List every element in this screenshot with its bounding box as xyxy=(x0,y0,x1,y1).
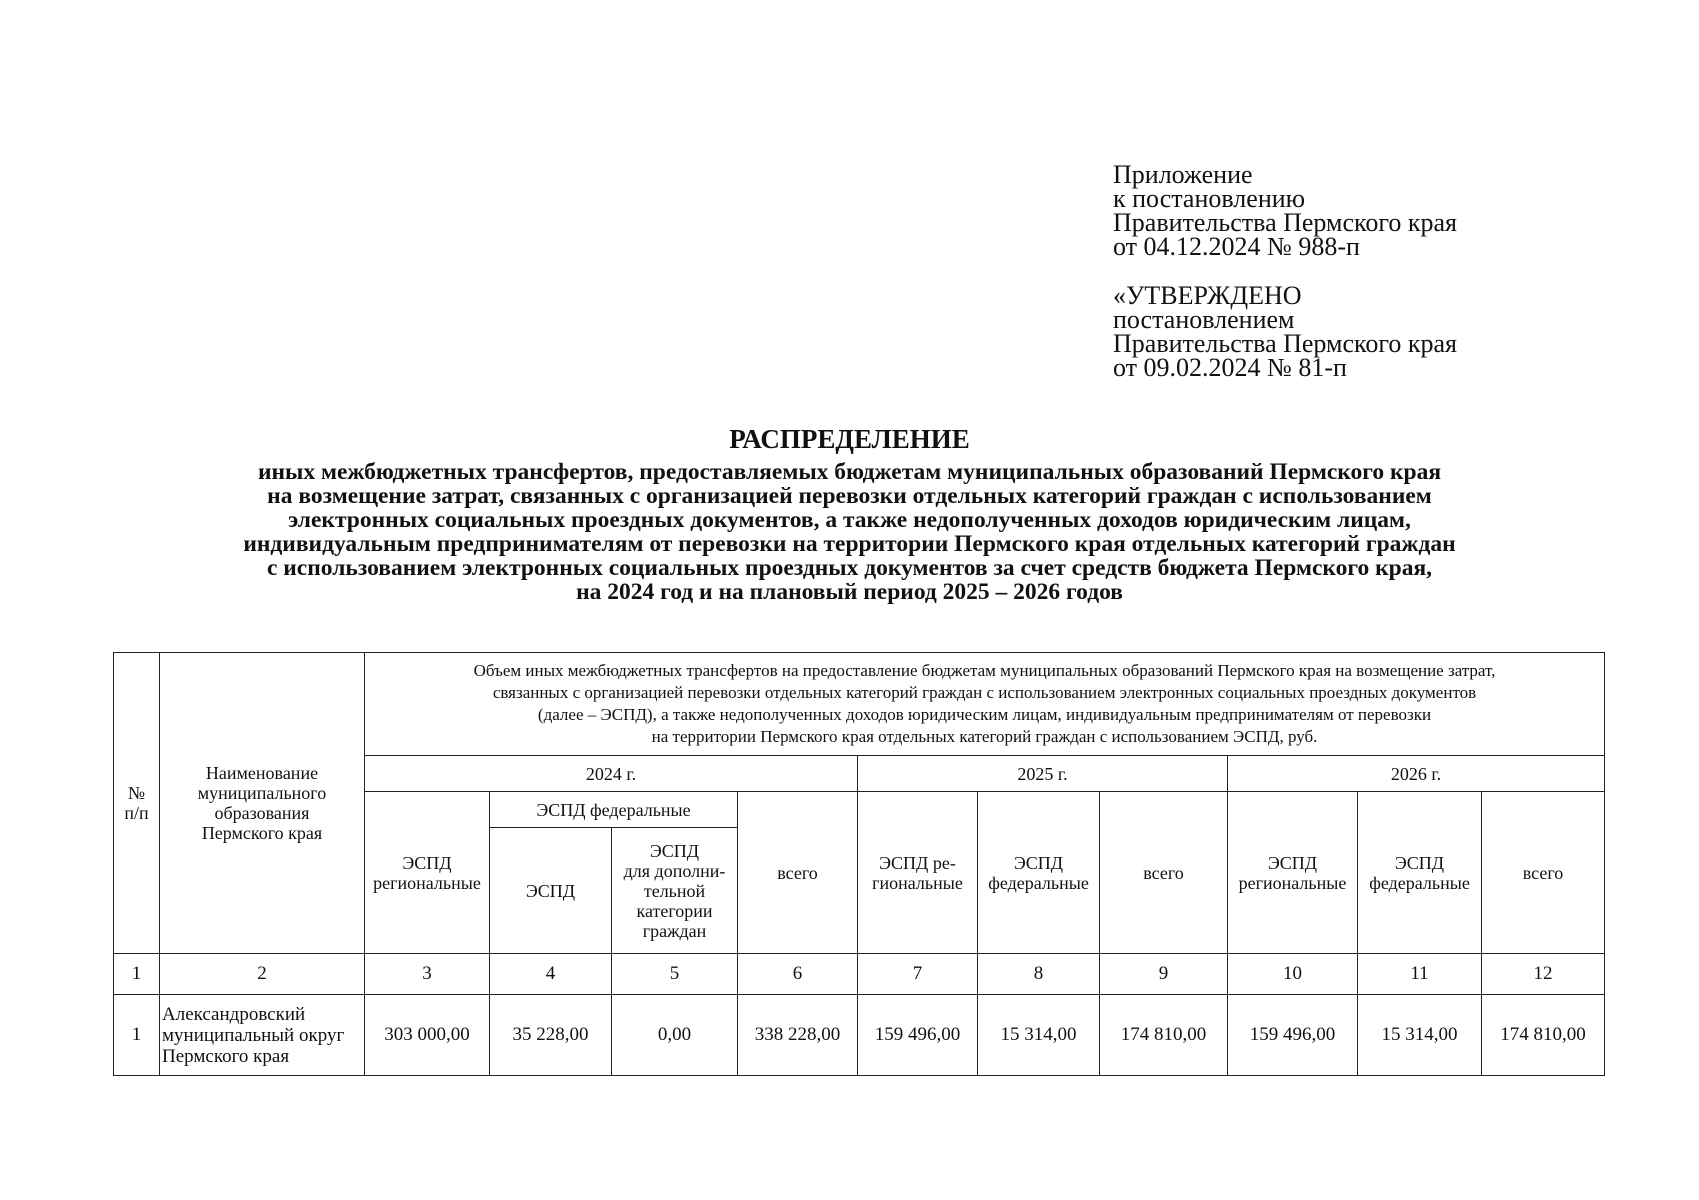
header-2026-total: всего xyxy=(1482,792,1605,954)
header-2026-federal xyxy=(1358,792,1482,954)
column-number: 5 xyxy=(612,954,738,995)
header-year-2026: 2026 г. xyxy=(1228,756,1605,792)
column-number: 3 xyxy=(365,954,490,995)
appendix-line: Правительства Пермского края xyxy=(1113,208,1457,237)
header-volume xyxy=(365,653,1605,756)
column-number: 2 xyxy=(160,954,365,995)
header-line: региональные xyxy=(1238,872,1347,893)
header-municipality xyxy=(160,653,365,954)
header-line: ЭСПД xyxy=(402,852,452,873)
column-number: 1 xyxy=(114,954,160,995)
cell-2024-total: 338 228,00 xyxy=(738,995,858,1076)
document-title: РАСПРЕДЕЛЕНИЕ xyxy=(729,424,970,454)
cell-2025-total: 174 810,00 xyxy=(1100,995,1228,1076)
appendix-block xyxy=(1113,160,1457,261)
header-line: для дополни- xyxy=(623,860,726,881)
header-2024-federal-espd: ЭСПД xyxy=(490,828,612,954)
cell-2024-regional: 303 000,00 xyxy=(365,995,490,1076)
table-row xyxy=(114,995,1605,1076)
appendix-line: к постановлению xyxy=(1113,184,1306,213)
header-number-line: № xyxy=(127,783,146,803)
header-year-2025: 2025 г. xyxy=(858,756,1228,792)
header-year-2024: 2024 г. xyxy=(365,756,858,792)
row-municipality-line: Александровский xyxy=(162,1003,306,1025)
header-2025-regional xyxy=(858,792,978,954)
header-2024-federal-extra xyxy=(612,828,738,954)
cell-2025-federal: 15 314,00 xyxy=(978,995,1100,1076)
header-volume-line: на территории Пермского края отдельных категорий граждан с использованием ЭСПД, руб. xyxy=(651,727,1318,746)
subtitle-line: иных межбюджетных трансфертов, предоставляемых бюджетам муниципальных образований Пермского края xyxy=(257,459,1442,485)
header-municipality-line: Пермского края xyxy=(201,823,323,843)
row-municipality-line: муниципальный округ xyxy=(162,1024,345,1046)
header-volume-line: (далее – ЭСПД), а также недополученных доходов юридическим лицам, индивидуальным предпринимателям от перевозки xyxy=(537,705,1432,724)
subtitle-line: электронных социальных проездных документов, а также недополученных доходов юридическим лицам, xyxy=(288,507,1411,533)
column-number: 11 xyxy=(1358,954,1482,995)
column-number: 9 xyxy=(1100,954,1228,995)
header-municipality-line: муниципального xyxy=(197,783,327,803)
subtitle-line: индивидуальным предпринимателям от перевозки на территории Пермского края отдельных категорий граждан xyxy=(243,531,1456,557)
subtitle-line: с использованием электронных социальных проездных документов за счет средств бюджета Пермского края, xyxy=(266,555,1433,581)
header-volume-line: связанных с организацией перевозки отдельных категорий граждан с использованием электронных социальных проездных документов xyxy=(492,683,1477,702)
cell-2024-federal-espd: 35 228,00 xyxy=(490,995,612,1076)
header-2025-federal xyxy=(978,792,1100,954)
header-volume-line: Объем иных межбюджетных трансфертов на предоставление бюджетам муниципальных образований Пермского края на возмещение затрат, xyxy=(473,661,1496,680)
header-municipality-line: Наименование xyxy=(205,763,319,783)
row-number: 1 xyxy=(114,995,160,1076)
column-number: 12 xyxy=(1482,954,1605,995)
appendix-line: Приложение xyxy=(1113,160,1253,189)
subtitle-line: на 2024 год и на плановый период 2025 – 2026 годов xyxy=(576,579,1123,605)
header-line: ЭСПД xyxy=(1267,852,1318,873)
header-2024-total: всего xyxy=(738,792,858,954)
column-number: 10 xyxy=(1228,954,1358,995)
column-number: 8 xyxy=(978,954,1100,995)
header-line: категории xyxy=(636,900,713,921)
header-line: тельной xyxy=(643,880,706,901)
header-line: федеральные xyxy=(1369,872,1470,893)
column-number: 6 xyxy=(738,954,858,995)
column-number: 4 xyxy=(490,954,612,995)
header-number-line: п/п xyxy=(124,803,149,823)
header-2026-regional xyxy=(1228,792,1358,954)
approved-line: «УТВЕРЖДЕНО xyxy=(1113,281,1302,310)
header-2024-federal-group: ЭСПД федеральные xyxy=(490,792,738,828)
row-municipality-line: Пермского края xyxy=(162,1045,290,1067)
header-line: ЭСПД xyxy=(1394,852,1445,873)
cell-2025-regional: 159 496,00 xyxy=(858,995,978,1076)
cell-2026-regional: 159 496,00 xyxy=(1228,995,1358,1076)
subtitle-line: на возмещение затрат, связанных с организацией перевозки отдельных категорий граждан с использованием xyxy=(267,483,1432,509)
header-line: ЭСПД xyxy=(1013,852,1064,873)
distribution-table xyxy=(113,652,1605,1076)
approved-block xyxy=(1113,281,1457,382)
header-line: федеральные xyxy=(988,872,1089,893)
header-line: граждан xyxy=(642,920,707,941)
cell-2026-federal: 15 314,00 xyxy=(1358,995,1482,1076)
cell-2024-federal-extra: 0,00 xyxy=(612,995,738,1076)
header-number xyxy=(114,653,160,954)
document-subtitle xyxy=(100,460,1599,604)
approved-line: от 09.02.2024 № 81-п xyxy=(1113,353,1347,382)
header-municipality-line: образования xyxy=(214,803,310,823)
column-number: 7 xyxy=(858,954,978,995)
approved-line: Правительства Пермского края xyxy=(1113,329,1457,358)
appendix-line: от 04.12.2024 № 988-п xyxy=(1113,232,1360,261)
cell-2026-total: 174 810,00 xyxy=(1482,995,1605,1076)
header-line: региональные xyxy=(373,872,481,893)
header-2024-regional xyxy=(365,792,490,954)
header-line: ЭСПД xyxy=(649,840,700,861)
approved-line: постановлением xyxy=(1113,305,1295,334)
header-2025-total: всего xyxy=(1100,792,1228,954)
column-number-row xyxy=(114,954,1605,995)
row-municipality xyxy=(160,995,365,1076)
header-line: ЭСПД ре- xyxy=(879,852,956,873)
header-line: гиональные xyxy=(872,872,963,893)
